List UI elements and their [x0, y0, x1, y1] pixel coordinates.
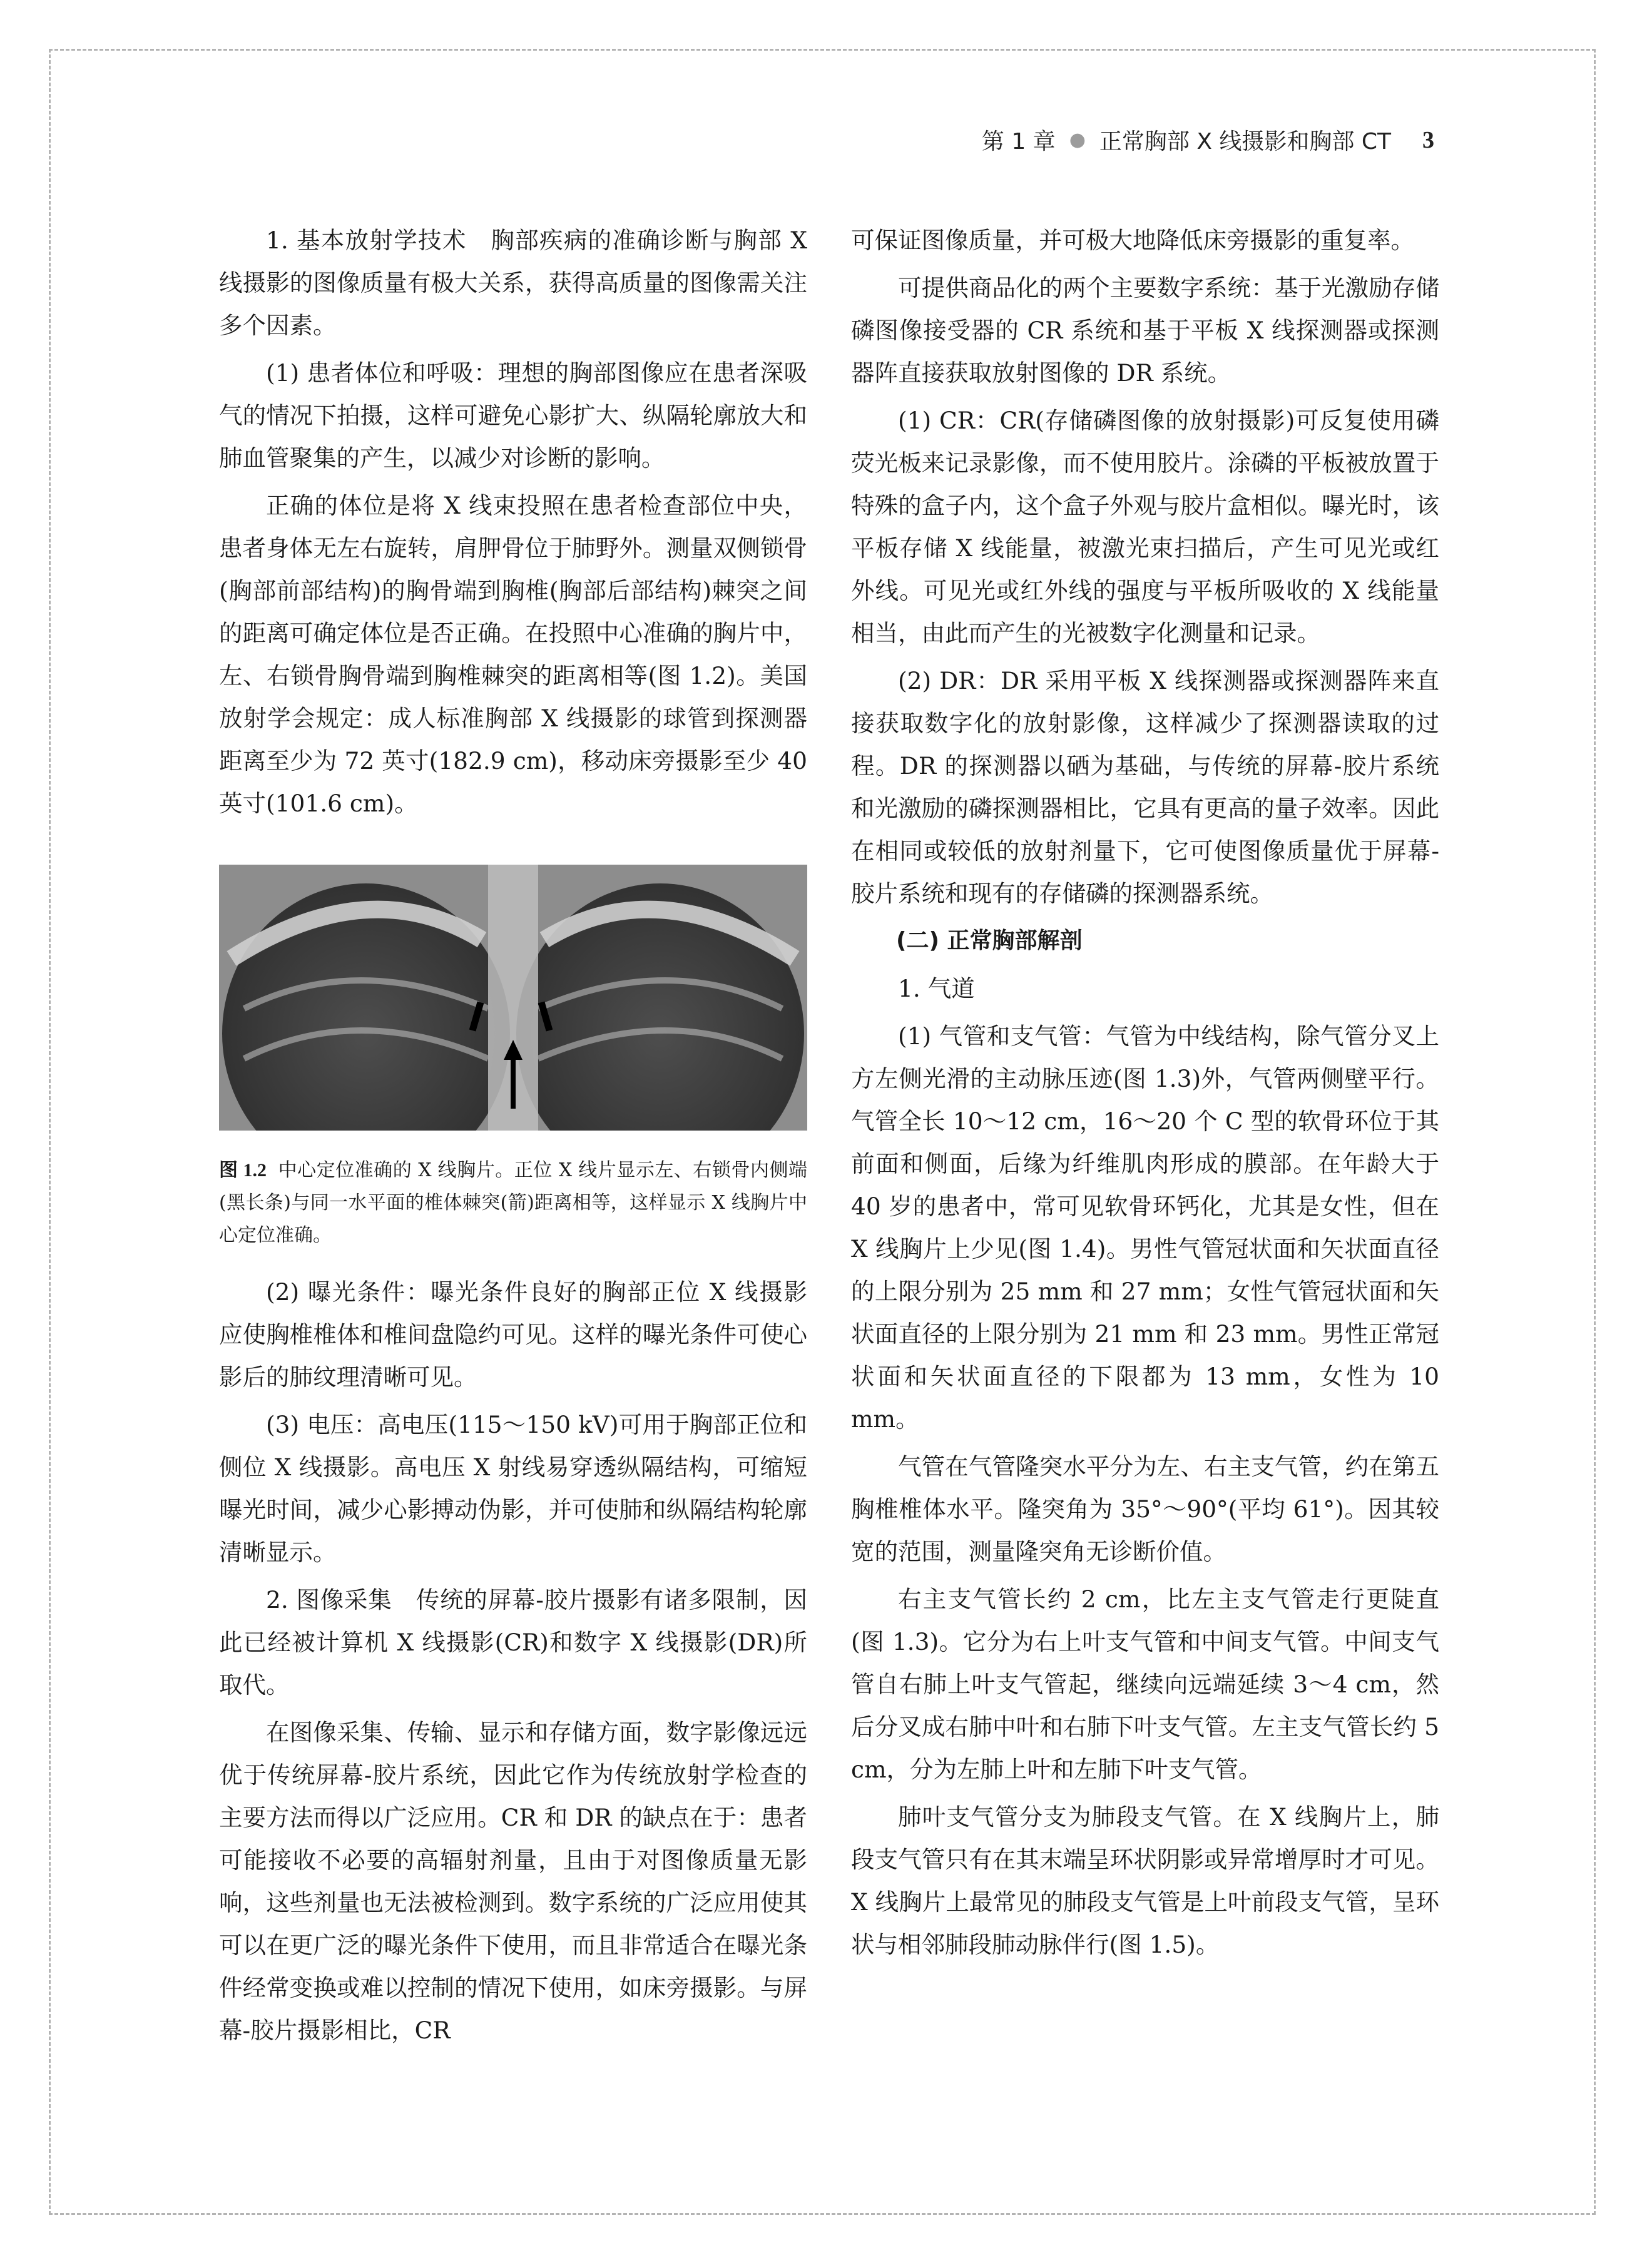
section-heading: (二) 正常胸部解剖 [896, 928, 1083, 953]
page-number: 3 [1422, 126, 1434, 153]
chest-xray-image [219, 865, 807, 1131]
chapter-label: 第 1 章 [981, 129, 1056, 155]
separator-dot-icon: ● [1069, 129, 1086, 151]
paragraph: 右主支气管长约 2 cm，比左主支气管走行更陡直(图 1.3)。它分为右上叶支气管和中间支气管。中间支气管自右肺上叶支气管起，继续向远端延续 3～4 cm，然后分叉成右肺中叶和右肺下叶支气管。左主支气管长约 5 cm，分为左肺上叶和左肺下叶支气管。 [851, 1585, 1439, 1783]
paragraph: 在图像采集、传输、显示和存储方面，数字影像远远优于传统屏幕-胶片系统，因此它作为传统放射学检查的主要方法而得以广泛应用。CR 和 DR 的缺点在于：患者可能接收不必要的高辐射剂量，且由于对图像质量无影响，这些剂量也无法被检测到。数字系统的广泛应用使其可以在更广泛的曝光条件下使用，而且非常适合在曝光条件经常变换或难以控制的情况下使用，如床旁摄影。与屏幕-胶片摄影相比，CR [219, 1719, 807, 2044]
paragraph: 2. 图像采集 传统的屏幕-胶片摄影有诸多限制，因此已经被计算机 X 线摄影(CR)和数字 X 线摄影(DR)所取代。 [219, 1586, 807, 1699]
chest-xray-drawing [219, 865, 807, 1131]
paragraph-continuation: 可保证图像质量，并可极大地降低床旁摄影的重复率。 [851, 226, 1414, 254]
subsection-heading: 1. 气道 [898, 975, 975, 1002]
running-header [982, 124, 1434, 156]
paragraph: 肺叶支气管分支为肺段支气管。在 X 线胸片上，肺段支气管只有在其末端呈环状阴影或异常增厚时才可见。X 线胸片上最常见的肺段支气管是上叶前段支气管，呈环状与相邻肺段肺动脉伴行(图 1.5)。 [851, 1803, 1439, 1958]
paragraph: (2) 曝光条件：曝光条件良好的胸部正位 X 线摄影应使胸椎椎体和椎间盘隐约可见。这样的曝光条件可使心影后的肺纹理清晰可见。 [219, 1278, 807, 1391]
paragraph: 可提供商品化的两个主要数字系统：基于光激励存储磷图像接受器的 CR 系统和基于平板 X 线探测器或探测器阵直接获取放射图像的 DR 系统。 [851, 274, 1439, 387]
paragraph: (1) CR：CR(存储磷图像的放射摄影)可反复使用磷荧光板来记录影像，而不使用胶片。涂磷的平板被放置于特殊的盒子内，这个盒子外观与胶片盒相似。曝光时，该平板存储 X 线能量，被激光束扫描后，产生可见光或红外线。可见光或红外线的强度与平板所吸收的 X 线能量相当，由此而产生的光被数字化测量和记录。 [851, 407, 1439, 647]
paragraph: (1) 气管和支气管：气管为中线结构，除气管分叉上方左侧光滑的主动脉压迹(图 1.3)外，气管两侧壁平行。气管全长 10～12 cm，16～20 个 C 型的软骨环位于其前面和侧面，后缘为纤维肌肉形成的膜部。在年龄大于 40 岁的患者中，常可见软骨环钙化，尤其是女性，但在 X 线胸片上少见(图 1.4)。男性气管冠状面和矢状面直径的上限分别为 25 mm 和 27 mm；女性气管冠状面和矢状面直径的上限分别为 21 mm 和 23 mm。男性正常冠状面和矢状面直径的下限都为 13 mm，女性为 10 mm。 [851, 1022, 1439, 1433]
figure-caption [219, 1154, 807, 1252]
figure-1-2 [219, 865, 807, 1252]
paragraph: (2) DR：DR 采用平板 X 线探测器或探测器阵来直接获取数字化的放射影像，这样减少了探测器读取的过程。DR 的探测器以硒为基础，与传统的屏幕-胶片系统和光激励的磷探测器相比，它具有更高的量子效率。因此在相同或较低的放射剂量下，它可使图像质量优于屏幕-胶片系统和现有的存储磷的探测器系统。 [851, 667, 1439, 907]
figure-label: 图 1.2 [219, 1160, 267, 1181]
left-column [219, 219, 807, 2057]
paragraph: (1) 患者体位和呼吸：理想的胸部图像应在患者深吸气的情况下拍摄，这样可避免心影扩大、纵隔轮廓放大和肺血管聚集的产生，以减少对诊断的影响。 [219, 359, 807, 472]
chapter-title: 正常胸部 X 线摄影和胸部 CT [1099, 129, 1391, 155]
paragraph: 气管在气管隆突水平分为左、右主支气管，约在第五胸椎椎体水平。隆突角为 35°～90°(平均 61°)。因其较宽的范围，测量隆突角无诊断价值。 [851, 1453, 1439, 1565]
right-column [851, 219, 1439, 1971]
paragraph: 1. 基本放射学技术 胸部疾病的准确诊断与胸部 X 线摄影的图像质量有极大关系，获得高质量的图像需关注多个因素。 [219, 226, 807, 339]
figure-caption-text: 中心定位准确的 X 线胸片。正位 X 线片显示左、右锁骨内侧端(黑长条)与同一水平面的椎体棘突(箭)距离相等，这样显示 X 线胸片中心定位准确。 [219, 1159, 808, 1246]
paragraph: 正确的体位是将 X 线束投照在患者检查部位中央，患者身体无左右旋转，肩胛骨位于肺野外。测量双侧锁骨(胸部前部结构)的胸骨端到胸椎(胸部后部结构)棘突之间的距离可确定体位是否正确。在投照中心准确的胸片中，左、右锁骨胸骨端到胸椎棘突的距离相等(图 1.2)。美国放射学会规定：成人标准胸部 X 线摄影的球管到探测器距离至少为 72 英寸(182.9 cm)，移动床旁摄影至少 40 英寸(101.6 cm)。 [219, 492, 807, 817]
paragraph: (3) 电压：高电压(115～150 kV)可用于胸部正位和侧位 X 线摄影。高电压 X 射线易穿透纵隔结构，可缩短曝光时间，减少心影搏动伪影，并可使肺和纵隔结构轮廓清晰显示。 [219, 1411, 807, 1566]
